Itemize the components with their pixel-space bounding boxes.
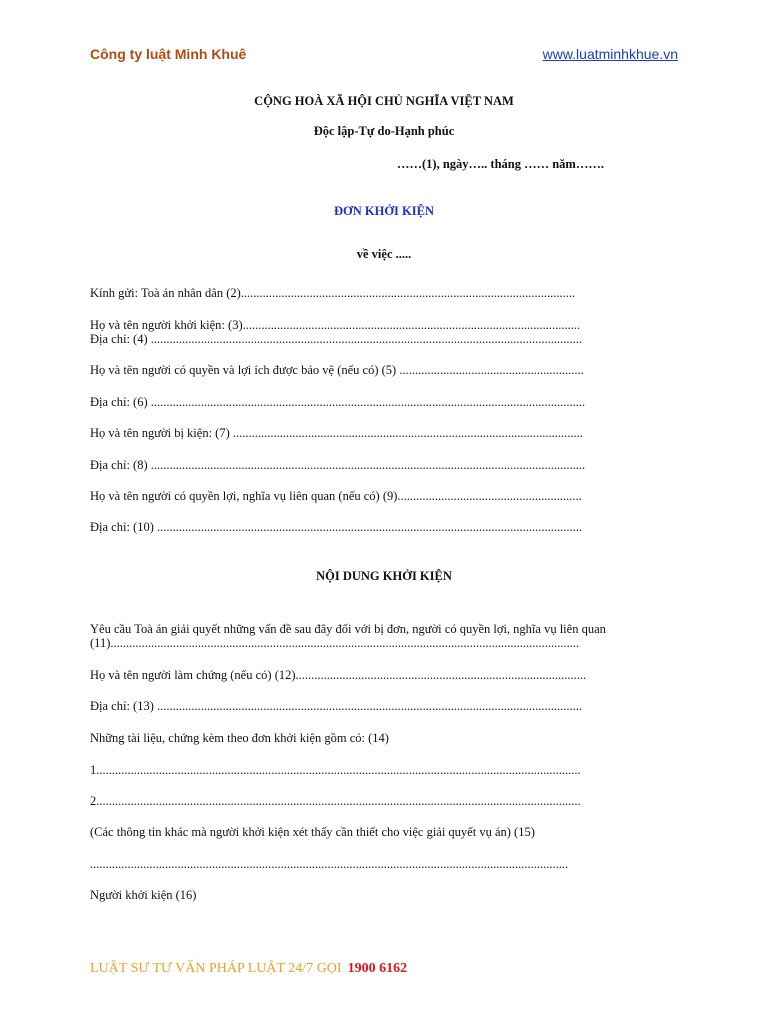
document-item-2: 2........................................................................................................................................................... bbox=[90, 794, 581, 808]
field-protected-person: Họ và tên người có quyền và lợi ích được bảo vệ (nếu có) (5) ........................................................... bbox=[90, 363, 584, 377]
place-date: ……(1), ngày….. tháng …… năm……. bbox=[397, 157, 604, 171]
nation-title: CỘNG HOÀ XÃ HỘI CHỦ NGHĨA VIỆT NAM bbox=[254, 94, 514, 108]
field-defendant-name: Họ và tên người bị kiện: (7) ................................................................................................................ bbox=[90, 426, 583, 440]
field-related-address: Địa chỉ: (10) ........................................................................................................................................ bbox=[90, 520, 582, 534]
document-item-1: 1........................................................................................................................................................... bbox=[90, 763, 581, 777]
other-info: (Các thông tin khác mà người khởi kiện xét thấy cần thiết cho việc giải quyết vụ án) (15) bbox=[90, 825, 535, 839]
field-protected-address: Địa chỉ: (6) ........................................................................................................................................... bbox=[90, 395, 586, 409]
footer-phone[interactable]: 1900 6162 bbox=[347, 961, 408, 976]
request-line: (11)...................................................................................................................................................... bbox=[90, 636, 580, 650]
witness-name: Họ và tên người làm chứng (nếu có) (12)............................................................................................. bbox=[90, 668, 587, 682]
company-name: Công ty luật Minh Khuê bbox=[90, 46, 247, 62]
website-link[interactable]: www.luatminhkhue.vn bbox=[542, 46, 678, 62]
witness-address: Địa chỉ: (13) ........................................................................................................................................ bbox=[90, 699, 582, 713]
field-defendant-address: Địa chỉ: (8) ........................................................................................................................................... bbox=[90, 458, 586, 472]
plaintiff-signature: Người khởi kiện (16) bbox=[90, 888, 197, 902]
motto: Độc lập-Tự do-Hạnh phúc bbox=[313, 124, 455, 138]
field-plaintiff-name: Họ và tên người khởi kiện: (3)............................................................................................................ bbox=[90, 318, 581, 332]
field-related-party: Họ và tên người có quyền lợi, nghĩa vụ liên quan (nếu có) (9)........................................................... bbox=[90, 489, 582, 503]
request-text: Yêu cầu Toà án giải quyết những vấn đề sau đây đối với bị đơn, người có quyền lợi, nghĩa vụ liên quan bbox=[90, 622, 606, 636]
footer-text: LUẬT SƯ TƯ VẤN PHÁP LUẬT 24/7 GỌI bbox=[90, 961, 342, 976]
documents-heading: Những tài liệu, chứng kèm theo đơn khởi kiện gồm có: (14) bbox=[90, 731, 389, 745]
field-court: Kính gửi: Toà án nhân dân (2)........................................................................................................... bbox=[90, 286, 576, 300]
field-plaintiff-address: Địa chỉ: (4) .......................................................................................................................................... bbox=[90, 332, 582, 346]
page-header bbox=[90, 46, 678, 64]
page-footer bbox=[90, 961, 407, 977]
content-heading: NỘI DUNG KHỞI KIỆN bbox=[316, 569, 452, 583]
form-title: ĐƠN KHỞI KIỆN bbox=[333, 204, 434, 218]
form-subject: về việc ..... bbox=[356, 247, 412, 261]
other-info-line: ......................................................................................................................................................... bbox=[90, 857, 569, 871]
